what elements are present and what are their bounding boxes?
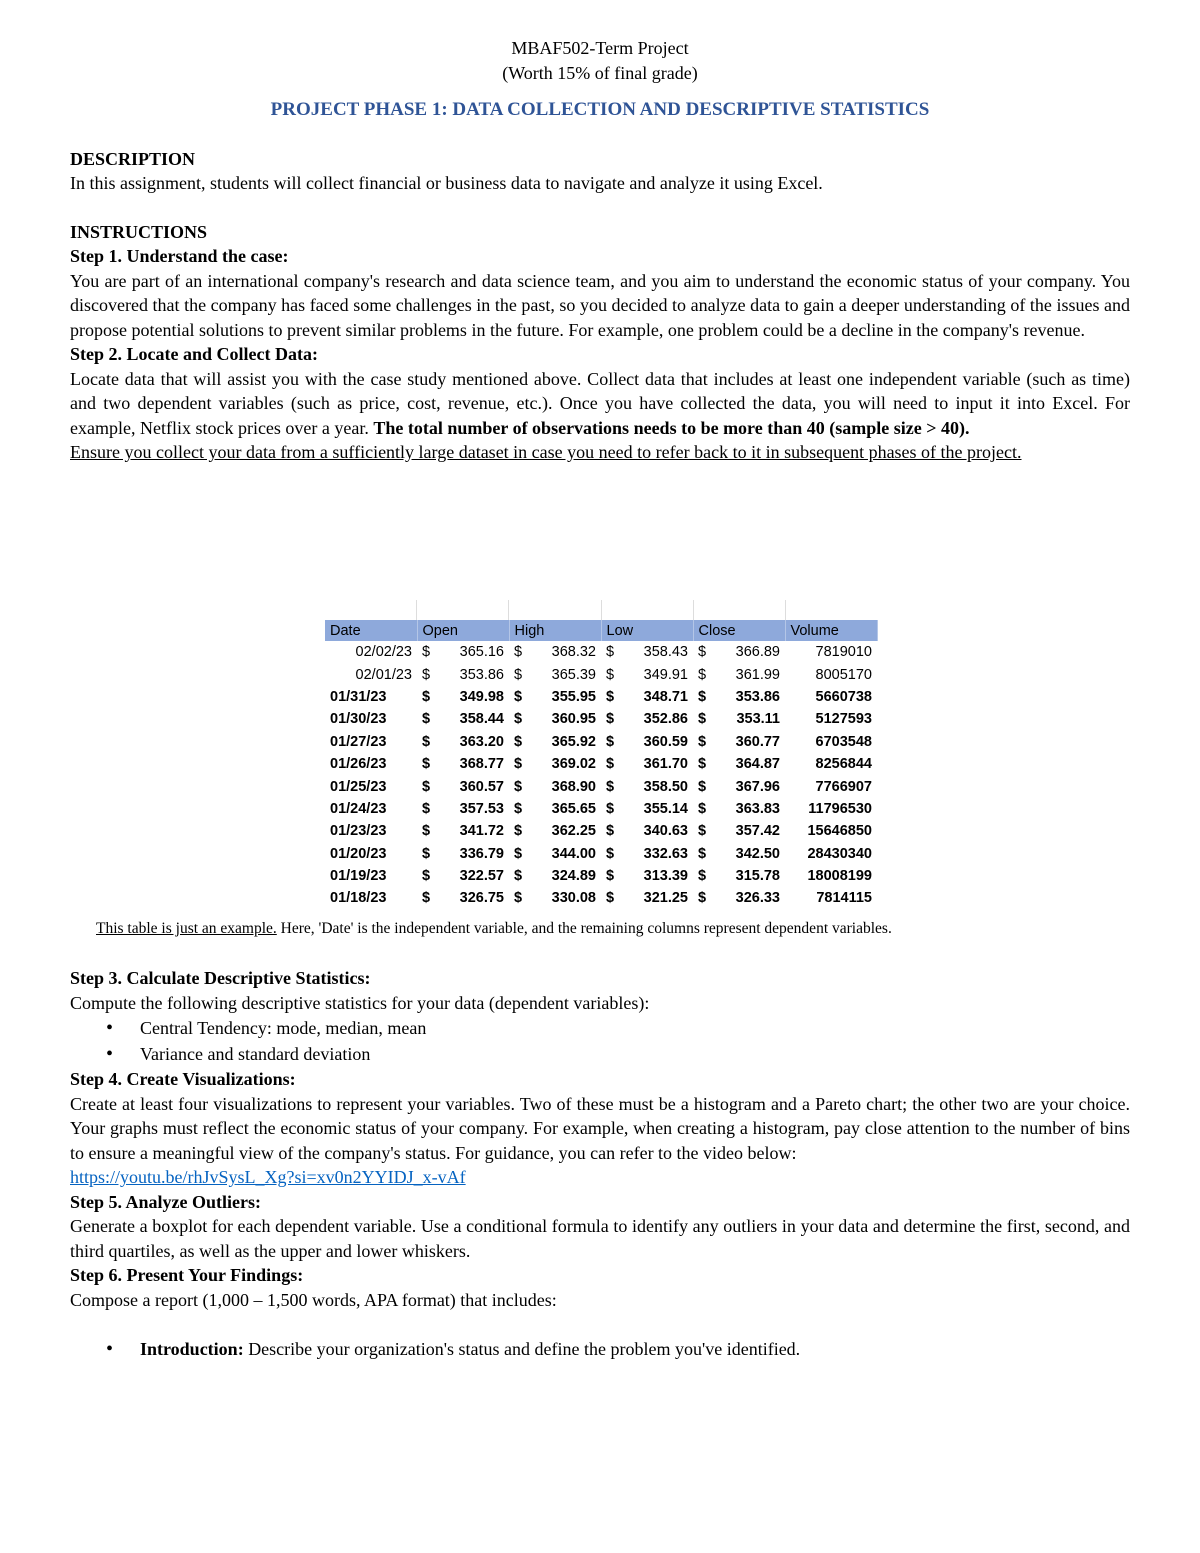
cell-volume: 28430340	[807, 845, 872, 862]
excel-column-headers	[325, 600, 877, 620]
table-row	[325, 820, 877, 842]
cell-low	[601, 753, 693, 775]
intro-text: Describe your organization's status and define the problem you've identified.	[243, 1339, 801, 1359]
cell-open	[417, 820, 509, 842]
cell-value: 341.72	[459, 823, 504, 840]
currency-symbol: $	[606, 711, 615, 728]
currency-symbol: $	[422, 823, 431, 840]
step1-title: Step 1. Understand the case:	[70, 246, 289, 266]
caption-rest: Here, 'Date' is the independent variable, and the remaining columns represent dependent variables.	[276, 920, 892, 937]
cell-high	[509, 843, 601, 865]
cell-high	[509, 865, 601, 887]
cell-value: 342.50	[735, 845, 780, 862]
cell-close	[693, 663, 785, 685]
video-link[interactable]: https://youtu.be/rhJvSysL_Xg?si=xv0n2YYIDJ_x-vAf	[70, 1167, 466, 1187]
cell-open	[417, 708, 509, 730]
cell-low	[601, 865, 693, 887]
phase-title: PROJECT PHASE 1: DATA COLLECTION AND DESCRIPTIVE STATISTICS	[270, 99, 930, 120]
currency-symbol: $	[606, 733, 615, 750]
cell-volume: 7819010	[815, 644, 872, 661]
step4-title: Step 4. Create Visualizations:	[70, 1069, 296, 1089]
step2-body: Locate data that will assist you with the case study mentioned above. Collect data that includes at least one independent variable (such as time) and two dependent variables (such as price, cost, revenue, etc.). Once you have collected the data, you will need to input it into Excel. For example, Netflix stock prices over a year.	[70, 368, 1130, 438]
cell-value: 369.02	[551, 756, 596, 773]
currency-symbol: $	[422, 666, 431, 683]
step1-text: You are part of an international company's research and data science team, and you aim to understand the economic status of your company. You discovered that the company has faced some challenges in the past, so you decided to analyze data to gain a deeper understanding of the issues and propose potential solutions to prevent similar problems in the future. For example, one problem could be a decline in the company's revenue.	[70, 270, 1130, 340]
table-row	[325, 708, 877, 730]
cell-high	[509, 686, 601, 708]
cell-open	[417, 663, 509, 685]
currency-symbol: $	[698, 845, 707, 862]
currency-symbol: $	[422, 644, 431, 661]
cell-value: 363.20	[459, 733, 504, 750]
table-row	[325, 731, 877, 753]
cell-close	[693, 865, 785, 887]
cell-high	[509, 731, 601, 753]
currency-symbol: $	[422, 711, 431, 728]
currency-symbol: $	[514, 711, 523, 728]
list-item	[140, 1336, 1130, 1362]
cell-close	[693, 843, 785, 865]
instructions-heading: INSTRUCTIONS	[70, 221, 208, 242]
step3-text: Compute the following descriptive statistics for your data (dependent variables):	[70, 992, 650, 1013]
cell-volume: 8005170	[815, 666, 872, 683]
cell-value: 326.75	[459, 890, 504, 907]
currency-symbol: $	[698, 688, 707, 705]
cell-value: 353.86	[735, 688, 780, 705]
currency-symbol: $	[422, 756, 431, 773]
currency-symbol: $	[606, 823, 615, 840]
cell-value: 355.14	[643, 800, 688, 817]
document-page	[70, 36, 1130, 465]
cell-value: 368.77	[459, 756, 504, 773]
step3-list	[70, 1015, 1130, 1067]
list-item: • Variance and standard deviation	[140, 1041, 1130, 1067]
cell-value: 365.16	[459, 644, 504, 661]
cell-volume: 8256844	[815, 756, 872, 773]
table-caption	[96, 920, 892, 938]
cell-open	[417, 641, 509, 663]
currency-symbol: $	[514, 845, 523, 862]
currency-symbol: $	[514, 666, 523, 683]
intro-label: Introduction:	[140, 1339, 244, 1359]
currency-symbol: $	[606, 868, 615, 885]
list-item: • Central Tendency: mode, median, mean	[140, 1015, 1130, 1041]
cell-value: 355.95	[551, 688, 596, 705]
cell-high	[509, 775, 601, 797]
description-text: In this assignment, students will collect financial or business data to navigate and analyze it using Excel.	[70, 173, 823, 193]
currency-symbol: $	[422, 800, 431, 817]
cell-close	[693, 641, 785, 663]
table-row	[325, 843, 877, 865]
currency-symbol: $	[514, 868, 523, 885]
currency-symbol: $	[698, 890, 707, 907]
cell-close	[693, 686, 785, 708]
table-row	[325, 641, 877, 663]
cell-high	[509, 641, 601, 663]
currency-symbol: $	[698, 644, 707, 661]
currency-symbol: $	[422, 845, 431, 862]
cell-date: 01/20/23	[330, 845, 387, 862]
header-open: Open	[417, 620, 509, 641]
cell-volume: 5660738	[815, 688, 872, 705]
cell-value: 326.33	[735, 890, 780, 907]
currency-symbol: $	[422, 868, 431, 885]
header-high: High	[509, 620, 601, 641]
grade-weight: (Worth 15% of final grade)	[502, 62, 698, 83]
cell-open	[417, 865, 509, 887]
step2-title: Step 2. Locate and Collect Data:	[70, 344, 318, 364]
cell-volume: 18008199	[807, 868, 872, 885]
currency-symbol: $	[606, 845, 615, 862]
cell-open	[417, 887, 509, 909]
currency-symbol: $	[698, 666, 707, 683]
cell-date: 01/24/23	[330, 800, 387, 817]
currency-symbol: $	[514, 756, 523, 773]
cell-value: 321.25	[643, 890, 688, 907]
currency-symbol: $	[698, 711, 707, 728]
cell-value: 336.79	[459, 845, 504, 862]
description-heading: DESCRIPTION	[70, 148, 196, 169]
cell-volume: 15646850	[807, 823, 872, 840]
step5-text: Generate a boxplot for each dependent variable. Use a conditional formula to identify any outliers in your data and determine the first, second, and third quartiles, as well as the upper and lower whiskers.	[70, 1216, 1130, 1261]
currency-symbol: $	[514, 644, 523, 661]
cell-date: 01/23/23	[330, 823, 387, 840]
cell-value: 313.39	[643, 868, 688, 885]
cell-value: 361.99	[735, 666, 780, 683]
stock-price-table	[325, 620, 878, 910]
cell-date: 01/25/23	[330, 778, 387, 795]
cell-date: 01/27/23	[330, 733, 387, 750]
currency-symbol: $	[698, 733, 707, 750]
table-row	[325, 753, 877, 775]
cell-value: 358.44	[459, 711, 504, 728]
currency-symbol: $	[514, 778, 523, 795]
cell-value: 363.83	[735, 800, 780, 817]
cell-value: 365.39	[551, 666, 596, 683]
cell-value: 324.89	[551, 868, 596, 885]
cell-open	[417, 843, 509, 865]
cell-high	[509, 820, 601, 842]
cell-value: 357.42	[735, 823, 780, 840]
currency-symbol: $	[422, 733, 431, 750]
table-row	[325, 775, 877, 797]
table-header-row	[325, 620, 877, 641]
cell-low	[601, 820, 693, 842]
step2-bold: The total number of observations needs to be more than 40 (sample size > 40).	[373, 417, 970, 438]
cell-volume: 7814115	[816, 890, 872, 907]
header-date: Date	[325, 620, 417, 641]
table-row	[325, 865, 877, 887]
cell-date: 02/01/23	[355, 666, 412, 683]
cell-close	[693, 753, 785, 775]
cell-volume: 11796530	[808, 800, 872, 817]
step2-text	[70, 367, 1130, 441]
currency-symbol: $	[514, 688, 523, 705]
currency-symbol: $	[698, 868, 707, 885]
cell-close	[693, 708, 785, 730]
cell-value: 348.71	[643, 688, 688, 705]
cell-close	[693, 731, 785, 753]
currency-symbol: $	[514, 890, 523, 907]
currency-symbol: $	[606, 644, 615, 661]
cell-close	[693, 887, 785, 909]
cell-value: 368.90	[551, 778, 596, 795]
cell-value: 365.65	[551, 800, 596, 817]
cell-value: 360.95	[551, 711, 596, 728]
currency-symbol: $	[422, 778, 431, 795]
step6-title: Step 6. Present Your Findings:	[70, 1265, 304, 1285]
currency-symbol: $	[514, 733, 523, 750]
cell-value: 368.32	[551, 644, 596, 661]
cell-volume: 6703548	[815, 733, 872, 750]
cell-value: 362.25	[551, 823, 596, 840]
cell-low	[601, 731, 693, 753]
cell-open	[417, 798, 509, 820]
header-close: Close	[693, 620, 785, 641]
cell-value: 358.43	[643, 644, 688, 661]
table-row	[325, 663, 877, 685]
cell-volume: 7766907	[815, 778, 872, 795]
cell-open	[417, 775, 509, 797]
cell-low	[601, 641, 693, 663]
cell-value: 360.77	[735, 733, 780, 750]
cell-value: 322.57	[459, 868, 504, 885]
currency-symbol: $	[514, 823, 523, 840]
cell-value: 366.89	[735, 644, 780, 661]
cell-value: 364.87	[735, 756, 780, 773]
currency-symbol: $	[698, 823, 707, 840]
cell-value: 332.63	[643, 845, 688, 862]
course-title: MBAF502-Term Project	[511, 38, 689, 58]
cell-value: 340.63	[643, 823, 688, 840]
document-page-lower	[70, 966, 1130, 1362]
currency-symbol: $	[422, 890, 431, 907]
cell-low	[601, 708, 693, 730]
caption-underlined: This table is just an example.	[96, 920, 277, 937]
table-row	[325, 798, 877, 820]
cell-value: 344.00	[551, 845, 596, 862]
cell-value: 352.86	[643, 711, 688, 728]
cell-low	[601, 887, 693, 909]
header-volume: Volume	[785, 620, 877, 641]
cell-value: 367.96	[735, 778, 780, 795]
header-low: Low	[601, 620, 693, 641]
step4-text: Create at least four visualizations to represent your variables. Two of these must be a histogram and a Pareto chart; the other two are your choice. Your graphs must reflect the economic status of your company. For example, when creating a histogram, pay close attention to the number of bins to ensure a meaningful view of the company's status. For guidance, you can refer to the video below:	[70, 1093, 1130, 1163]
cell-value: 315.78	[735, 868, 780, 885]
cell-date: 01/18/23	[330, 890, 387, 907]
cell-low	[601, 798, 693, 820]
cell-high	[509, 708, 601, 730]
currency-symbol: $	[606, 688, 615, 705]
cell-close	[693, 820, 785, 842]
currency-symbol: $	[698, 800, 707, 817]
step3-title: Step 3. Calculate Descriptive Statistics:	[70, 968, 371, 988]
table-row	[325, 887, 877, 909]
cell-value: 353.11	[736, 711, 780, 728]
cell-date: 02/02/23	[355, 644, 412, 661]
cell-date: 01/31/23	[330, 688, 387, 705]
currency-symbol: $	[698, 756, 707, 773]
currency-symbol: $	[606, 890, 615, 907]
cell-value: 353.86	[459, 666, 504, 683]
cell-value: 357.53	[459, 800, 504, 817]
cell-open	[417, 731, 509, 753]
step2-note: Ensure you collect your data from a sufficiently large dataset in case you need to refer back to it in subsequent phases of the project.	[70, 442, 1022, 462]
cell-high	[509, 798, 601, 820]
cell-high	[509, 753, 601, 775]
cell-high	[509, 663, 601, 685]
cell-low	[601, 775, 693, 797]
cell-open	[417, 686, 509, 708]
cell-date: 01/26/23	[330, 756, 387, 773]
cell-value: 360.59	[643, 733, 688, 750]
cell-low	[601, 686, 693, 708]
currency-symbol: $	[422, 688, 431, 705]
cell-high	[509, 887, 601, 909]
cell-value: 358.50	[643, 778, 688, 795]
cell-close	[693, 798, 785, 820]
step5-title: Step 5. Analyze Outliers:	[70, 1191, 261, 1212]
cell-value: 349.91	[643, 666, 688, 683]
step6-text: Compose a report (1,000 – 1,500 words, APA format) that includes:	[70, 1289, 557, 1310]
cell-date: 01/19/23	[330, 868, 387, 885]
cell-value: 360.57	[459, 778, 504, 795]
table-row	[325, 686, 877, 708]
cell-date: 01/30/23	[330, 711, 387, 728]
cell-value: 349.98	[459, 688, 504, 705]
cell-value: 365.92	[551, 733, 596, 750]
step6-list	[70, 1336, 1130, 1362]
cell-low	[601, 843, 693, 865]
excel-table-image	[325, 600, 877, 910]
currency-symbol: $	[514, 800, 523, 817]
cell-value: 330.08	[551, 890, 596, 907]
cell-value: 361.70	[643, 756, 688, 773]
cell-low	[601, 663, 693, 685]
currency-symbol: $	[606, 666, 615, 683]
currency-symbol: $	[698, 778, 707, 795]
currency-symbol: $	[606, 800, 615, 817]
cell-volume: 5127593	[815, 711, 872, 728]
currency-symbol: $	[606, 756, 615, 773]
currency-symbol: $	[606, 778, 615, 795]
cell-open	[417, 753, 509, 775]
cell-close	[693, 775, 785, 797]
